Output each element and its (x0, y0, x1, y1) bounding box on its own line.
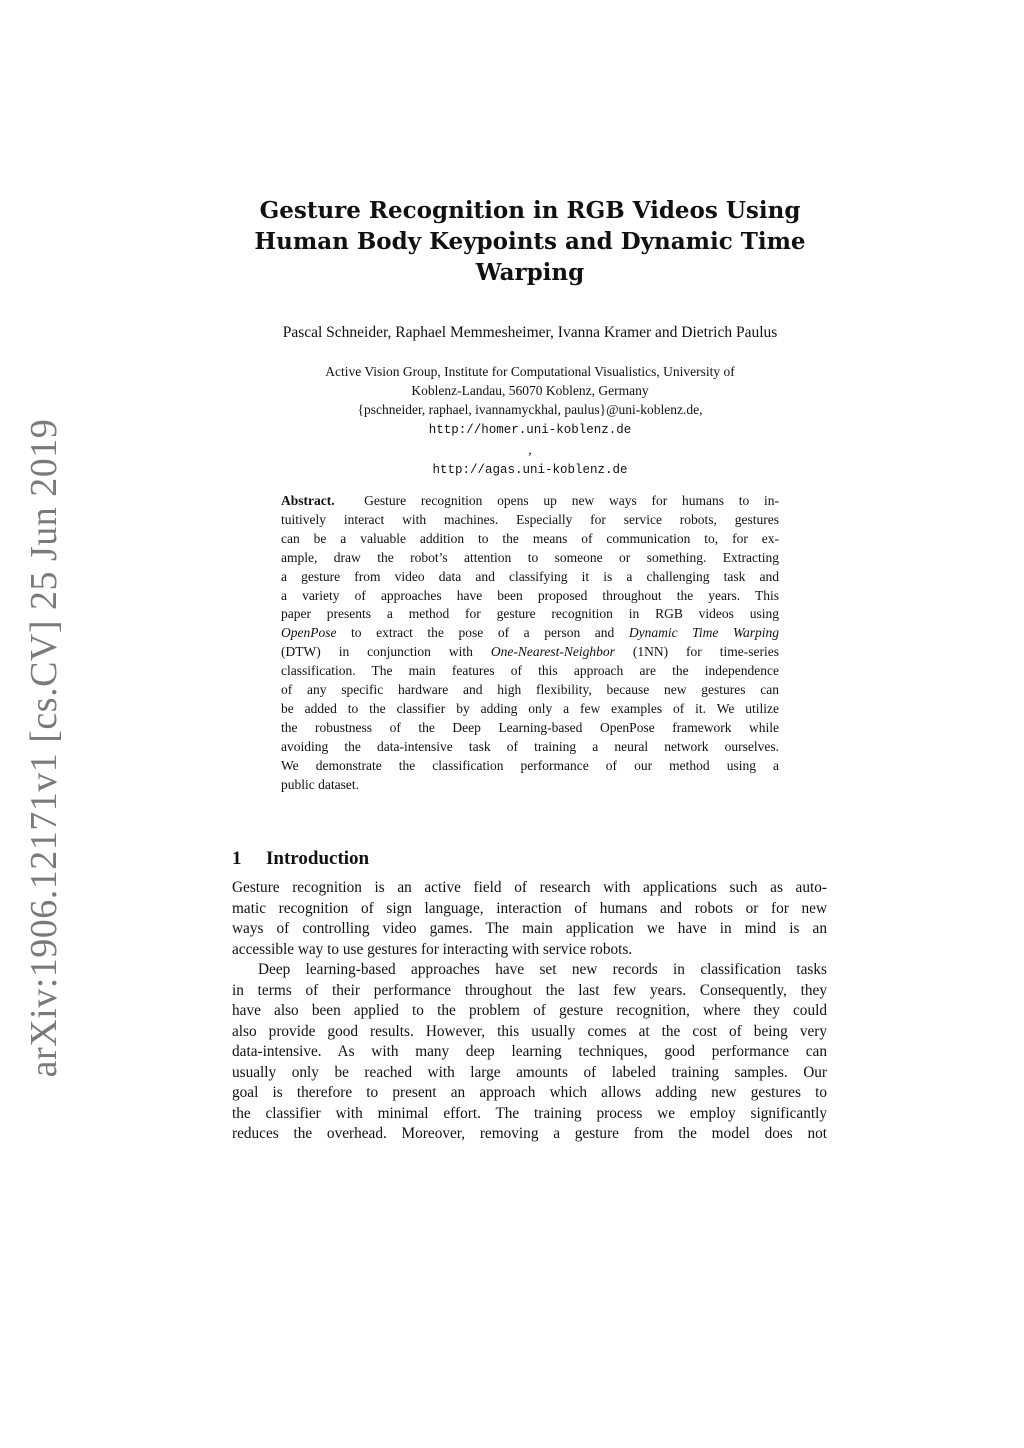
abstract-text: (DTW) in conjunction with (281, 644, 491, 660)
abstract-line: public dataset. (281, 776, 359, 792)
body-line: ways of controlling video games. The main application we have in mind is an (232, 920, 827, 937)
abstract-text: Gesture recognition opens up new ways for humans to in- (364, 493, 780, 508)
body-line: accessible way to use gestures for interacting with service robots. (232, 940, 633, 958)
1nn-term: One-Nearest-Neighbor (490, 644, 615, 660)
abstract-line: of any specific hardware and high flexibility, because new gestures can (281, 682, 779, 698)
body-line: Gesture recognition is an active field of research with applications such as auto- (232, 879, 827, 896)
abstract-line (281, 643, 779, 662)
abstract-line (281, 492, 779, 511)
body-line: goal is therefore to present an approach which allows adding new gestures to (232, 1084, 827, 1101)
introduction-body (232, 878, 827, 1145)
body-line: Deep learning-based approaches have set new records in classification tasks (258, 961, 827, 978)
affiliation-line: Active Vision Group, Institute for Computational Visualistics, University of (325, 364, 735, 379)
body-line: data-intensive. As with many deep learning techniques, good performance can (232, 1043, 827, 1060)
body-line: have also been applied to the problem of gesture recognition, where they could (232, 1002, 827, 1019)
title-line: Warping (475, 259, 585, 286)
abstract-line: classification. The main features of this approach are the independence (281, 663, 779, 679)
title-line: Gesture Recognition in RGB Videos Using (259, 197, 801, 224)
paragraph (232, 960, 827, 1145)
abstract-line: can be a valuable addition to the means of communication to, for ex- (281, 530, 779, 546)
abstract-line: a gesture from video data and classifying it is a challenging task and (281, 568, 779, 584)
email-line: {pschneider, raphael, ivannamyckhal, paulus}@uni-koblenz.de, (357, 402, 703, 417)
abstract-line: We demonstrate the classification performance of our method using a (281, 757, 779, 773)
url-line (230, 419, 830, 480)
body-line: also provide good results. However, this usually comes at the cost of being very (232, 1022, 827, 1040)
dtw-term: Dynamic Time Warping (628, 625, 780, 641)
section-title: Introduction (266, 847, 370, 869)
section-number: 1 (232, 847, 242, 869)
arxiv-identifier: arXiv:1906.12171v1 [cs.CV] 25 Jun 2019 (23, 418, 65, 1078)
body-line: reduces the overhead. Moreover, removing a gesture from the model does not (232, 1125, 827, 1142)
abstract-line: the robustness of the Deep Learning-based OpenPose framework while (281, 719, 779, 735)
abstract-line: paper presents a method for gesture recognition in RGB videos using (281, 606, 779, 622)
abstract-text: (1NN) for time-series (614, 644, 779, 660)
author-list: Pascal Schneider, Raphael Memmesheimer, Ivanna Kramer and Dietrich Paulus (282, 324, 778, 341)
body-line: in terms of their performance throughout the last few years. Consequently, they (232, 981, 827, 999)
section-heading (232, 848, 369, 870)
agas-url-link[interactable]: http://agas.uni-koblenz.de (432, 463, 628, 477)
abstract (281, 492, 779, 795)
abstract-line: be added to the classifier by adding only a few examples of it. We utilize (281, 700, 779, 716)
abstract-label: Abstract. (281, 493, 335, 508)
url-separator: , (528, 442, 532, 457)
homer-url-link[interactable]: http://homer.uni-koblenz.de (428, 423, 632, 437)
title-line: Human Body Keypoints and Dynamic Time (254, 228, 806, 255)
abstract-line: a variety of approaches have been proposed throughout the years. This (281, 587, 779, 603)
abstract-text: to extract the pose of a person and (336, 625, 629, 641)
abstract-line (281, 624, 779, 643)
openpose-term: OpenPose (281, 625, 337, 641)
paper-title (230, 195, 830, 288)
body-line: usually only be reached with large amounts of labeled training samples. Our (232, 1063, 827, 1081)
paragraph (232, 878, 827, 960)
affiliation-block (230, 362, 830, 480)
affiliation-line: Koblenz-Landau, 56070 Koblenz, Germany (411, 383, 649, 398)
body-line: the classifier with minimal effort. The training process we employ significantly (232, 1104, 827, 1122)
abstract-line: avoiding the data-intensive task of training a neural network ourselves. (281, 738, 779, 754)
abstract-line: ample, draw the robot’s attention to someone or something. Extracting (281, 549, 779, 565)
abstract-line: tuitively interact with machines. Especially for service robots, gestures (281, 511, 779, 527)
body-line: matic recognition of sign language, interaction of humans and robots or for new (232, 899, 827, 917)
